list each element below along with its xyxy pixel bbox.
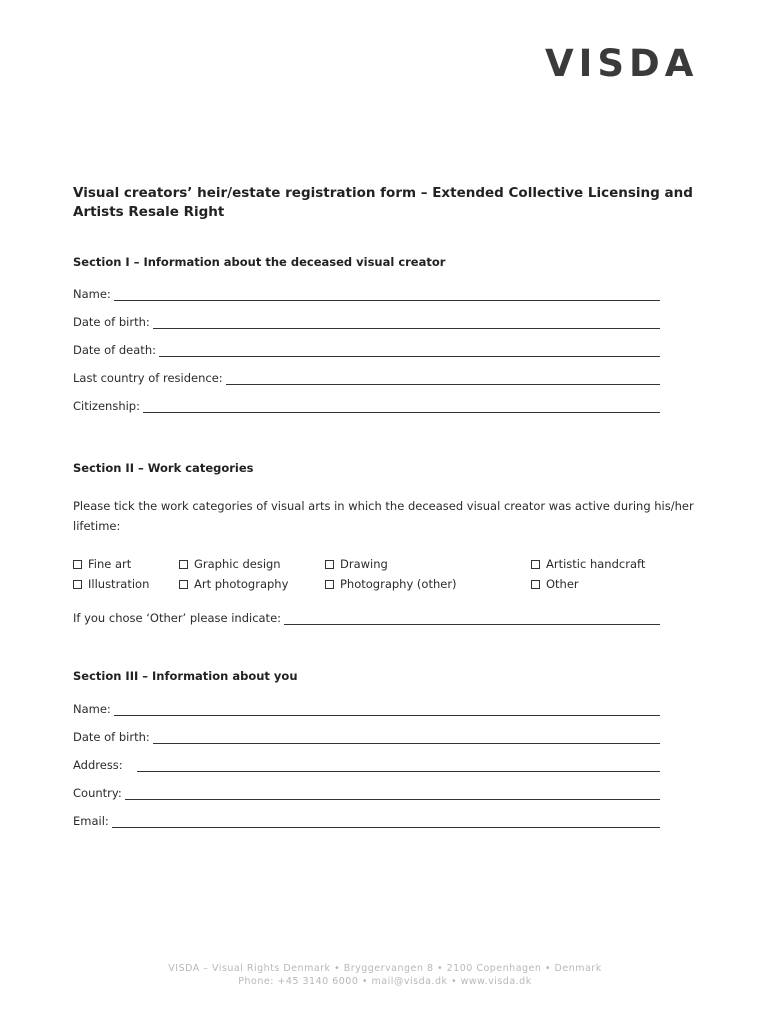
your-address-field[interactable] xyxy=(73,756,660,772)
checkbox-other[interactable] xyxy=(531,577,579,591)
checkbox-icon[interactable] xyxy=(325,580,334,589)
checkbox-photography-other[interactable] xyxy=(325,577,457,591)
fill-line[interactable] xyxy=(143,400,660,413)
checkbox-art-photography[interactable] xyxy=(179,577,288,591)
last-country-of-residence-field[interactable] xyxy=(73,369,660,385)
fill-line[interactable] xyxy=(153,731,660,744)
checkbox-drawing[interactable] xyxy=(325,557,388,571)
field-label: Citizenship: xyxy=(73,399,140,413)
fill-line[interactable] xyxy=(226,372,660,385)
your-date-of-birth-field[interactable] xyxy=(73,728,660,744)
option-label: Illustration xyxy=(88,577,150,591)
field-label: Name: xyxy=(73,702,111,716)
option-label: Artistic handcraft xyxy=(546,557,646,571)
fill-line[interactable] xyxy=(137,759,660,772)
fill-line[interactable] xyxy=(112,815,660,828)
checkbox-illustration[interactable] xyxy=(73,577,149,591)
field-label: If you chose ‘Other’ please indicate: xyxy=(73,611,282,625)
fill-line[interactable] xyxy=(159,344,660,357)
citizenship-field[interactable] xyxy=(73,397,660,413)
your-country-field[interactable] xyxy=(73,784,660,800)
field-label: Address: xyxy=(73,758,123,772)
section-1-heading: Section I – Information about the deceased visual creator xyxy=(73,255,446,269)
your-name-field[interactable] xyxy=(73,700,660,716)
checkbox-icon[interactable] xyxy=(531,560,540,569)
work-categories-instruction: Please tick the work categories of visual arts in which the deceased visual creator was active during his/her lifetime: xyxy=(73,499,694,533)
section-3-heading: Section III – Information about you xyxy=(73,669,298,683)
footer-contact: Phone: +45 3140 6000 • mail@visda.dk • www.visda.dk xyxy=(238,976,532,987)
checkbox-icon[interactable] xyxy=(179,560,188,569)
footer-address: VISDA – Visual Rights Denmark • Bryggervangen 8 • 2100 Copenhagen • Denmark xyxy=(168,963,602,974)
option-label: Other xyxy=(546,577,579,591)
checkbox-graphic-design[interactable] xyxy=(179,557,281,571)
field-label: Date of death: xyxy=(73,343,156,357)
fill-line[interactable] xyxy=(114,703,660,716)
checkbox-icon[interactable] xyxy=(325,560,334,569)
fill-line[interactable] xyxy=(125,787,660,800)
your-email-field[interactable] xyxy=(73,812,660,828)
field-label: Name: xyxy=(73,287,111,301)
checkbox-icon[interactable] xyxy=(531,580,540,589)
deceased-date-of-death-field[interactable] xyxy=(73,341,660,357)
option-label: Art photography xyxy=(194,577,289,591)
fill-line[interactable] xyxy=(114,288,660,301)
option-label: Drawing xyxy=(340,557,388,571)
deceased-name-field[interactable] xyxy=(73,285,660,301)
checkbox-artistic-handcraft[interactable] xyxy=(531,557,645,571)
field-label: Date of birth: xyxy=(73,315,150,329)
checkbox-icon[interactable] xyxy=(73,560,82,569)
form-title: Visual creators’ heir/estate registration form – Extended Collective Licensing and Artists Resale Right xyxy=(73,185,693,220)
fill-line[interactable] xyxy=(153,316,660,329)
option-label: Photography (other) xyxy=(340,577,457,591)
field-label: Email: xyxy=(73,814,109,828)
checkbox-icon[interactable] xyxy=(179,580,188,589)
field-label: Last country of residence: xyxy=(73,371,223,385)
field-label: Date of birth: xyxy=(73,730,150,744)
fill-line[interactable] xyxy=(284,612,660,625)
deceased-date-of-birth-field[interactable] xyxy=(73,313,660,329)
checkbox-fine-art[interactable] xyxy=(73,557,131,571)
option-label: Graphic design xyxy=(194,557,281,571)
other-category-field[interactable] xyxy=(73,609,660,625)
section-2-heading: Section II – Work categories xyxy=(73,461,254,475)
field-label: Country: xyxy=(73,786,122,800)
visda-logo: VISDA xyxy=(545,42,699,85)
checkbox-icon[interactable] xyxy=(73,580,82,589)
option-label: Fine art xyxy=(88,557,132,571)
